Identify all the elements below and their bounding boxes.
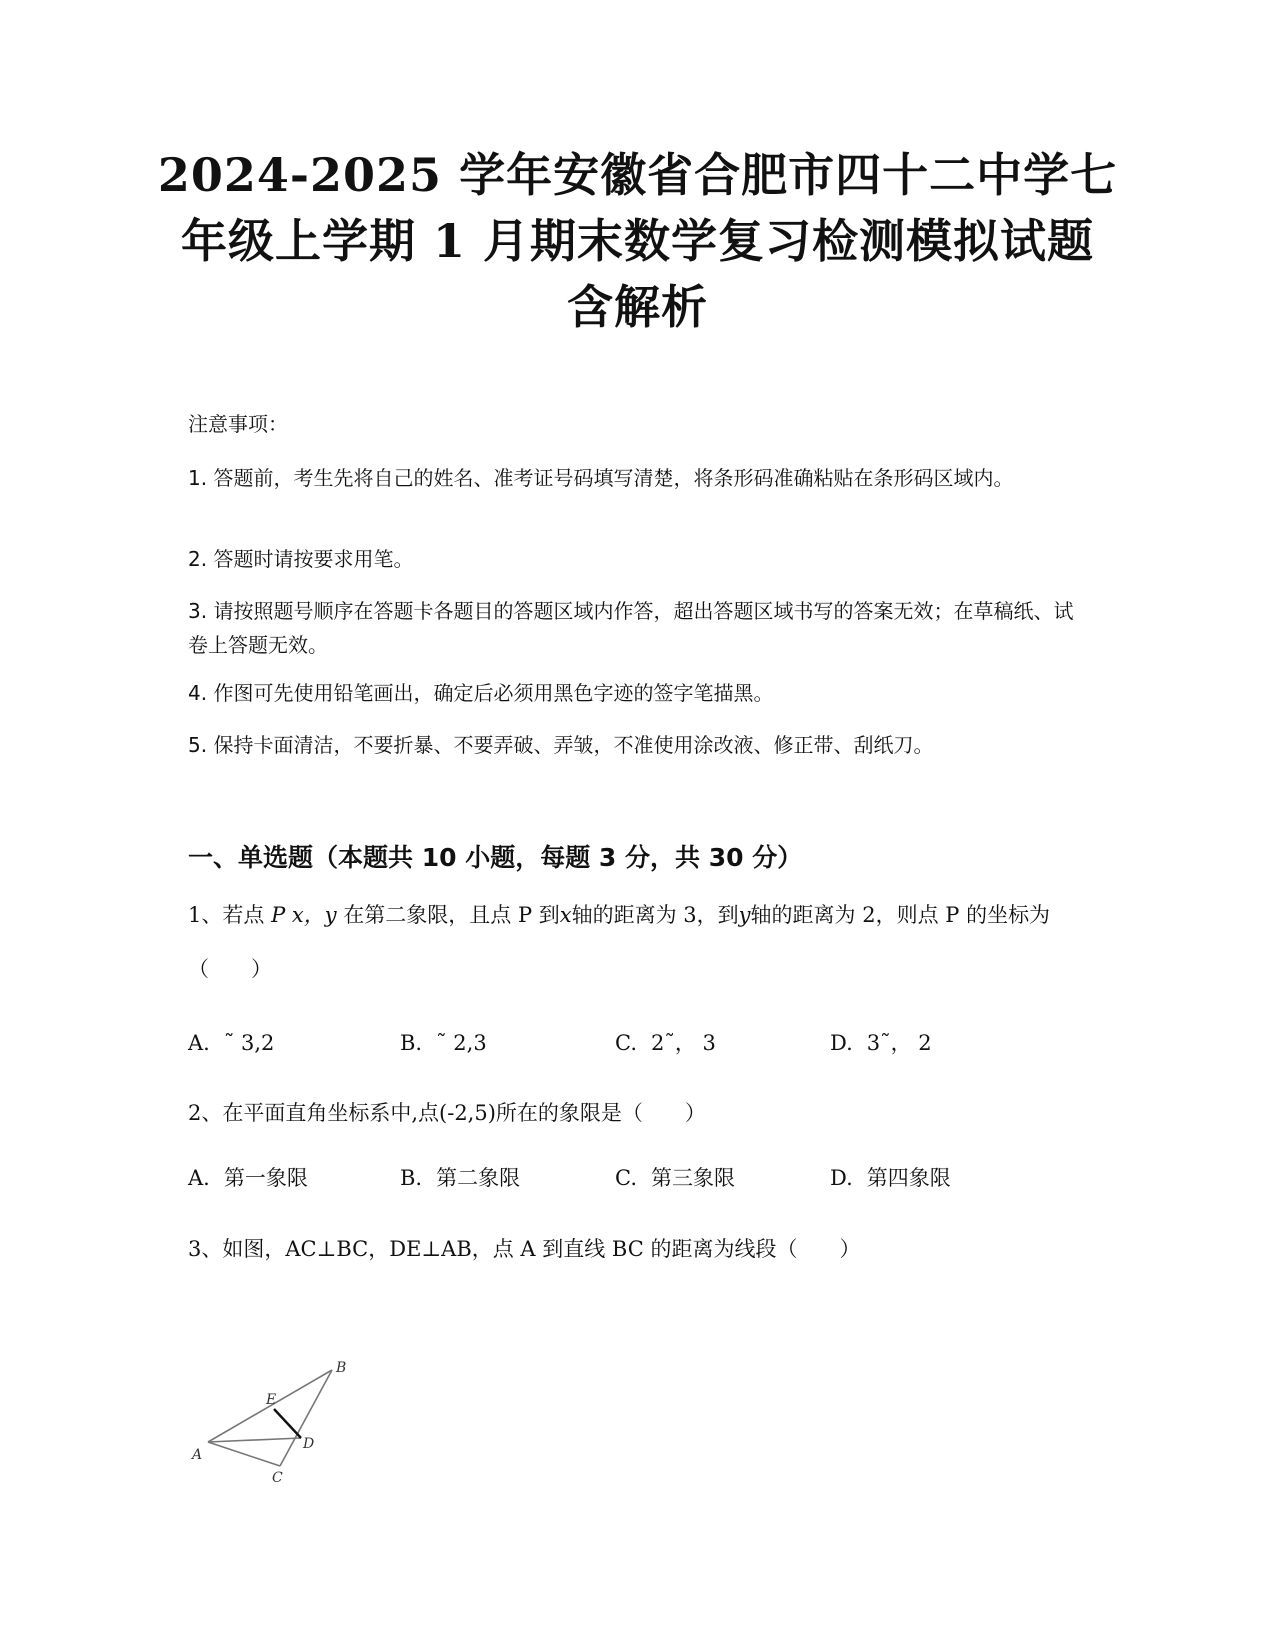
label-a: A bbox=[192, 1447, 203, 1463]
question-1-option-c[interactable] bbox=[615, 1028, 716, 1058]
option-label: B. bbox=[400, 1166, 423, 1190]
question-1-coordinates-symbol: x，y bbox=[291, 903, 337, 927]
question-2-text: 2、在平面直角坐标系中,点(-2,5)所在的象限是（ ） bbox=[188, 1101, 706, 1125]
option-label: B. bbox=[400, 1031, 423, 1055]
question-1-text-part-a: 1、若点 bbox=[188, 903, 265, 927]
notice-heading: 注意事项： bbox=[188, 412, 288, 436]
option-label: D. bbox=[830, 1031, 853, 1055]
triangle-figure bbox=[188, 1358, 358, 1483]
question-1-text-part-b: 在第二象限，且点 P 到 bbox=[343, 903, 560, 927]
question-2-option-c[interactable] bbox=[615, 1163, 735, 1193]
question-1-point-symbol: P bbox=[271, 903, 286, 927]
notice-item-1: 1. 答题前，考生先将自己的姓名、准考证号码填写清楚，将条形码准确粘贴在条形码区域内。 bbox=[188, 466, 1014, 490]
question-3-text: 3、如图，AC⊥BC，DE⊥AB，点 A 到直线 BC 的距离为线段（ ） bbox=[188, 1237, 861, 1261]
notice-item-2: 2. 答题时请按要求用笔。 bbox=[188, 547, 414, 571]
segment-de bbox=[274, 1409, 301, 1438]
option-value: ˜ 3,2 bbox=[223, 1031, 275, 1055]
label-d: D bbox=[303, 1436, 315, 1452]
option-value: 3˜， 2 bbox=[866, 1031, 932, 1055]
option-value: 第二象限 bbox=[436, 1166, 521, 1190]
option-label: D. bbox=[830, 1166, 853, 1190]
question-1-text-part-c: 轴的距离为 3，到 bbox=[571, 903, 739, 927]
segment-ad bbox=[208, 1438, 301, 1442]
option-label: C. bbox=[615, 1166, 637, 1190]
question-1-option-b[interactable] bbox=[400, 1028, 487, 1058]
label-c: C bbox=[272, 1470, 283, 1483]
label-e: E bbox=[266, 1392, 277, 1408]
question-2-option-b[interactable] bbox=[400, 1163, 520, 1193]
question-2-option-a[interactable] bbox=[188, 1163, 308, 1193]
notice-item-3: 3. 请按照题号顺序在答题卡各题目的答题区域内作答，超出答题区域书写的答案无效；在草稿纸、试卷上答题无效。 bbox=[188, 599, 1074, 657]
option-label: A. bbox=[188, 1166, 210, 1190]
notice-item-4: 4. 作图可先使用铅笔画出，确定后必须用黑色字迹的签字笔描黑。 bbox=[188, 681, 774, 705]
option-value: 第四象限 bbox=[866, 1166, 951, 1190]
question-1-text bbox=[188, 888, 1088, 996]
question-2-option-d[interactable] bbox=[830, 1163, 951, 1193]
option-value: ˜ 2,3 bbox=[436, 1031, 487, 1055]
document-title-line-1: 2024-2025 学年安徽省合肥市四十二中学七 bbox=[157, 148, 1118, 202]
section-heading: 一、单选题（本题共 10 小题，每题 3 分，共 30 分） bbox=[188, 843, 803, 872]
document-title-line-2: 年级上学期 1 月期末数学复习检测模拟试题 bbox=[180, 214, 1095, 268]
option-value: 第三象限 bbox=[651, 1166, 735, 1190]
label-b: B bbox=[336, 1360, 347, 1376]
document-title-line-3: 含解析 bbox=[567, 280, 708, 334]
question-1-option-d[interactable] bbox=[830, 1028, 932, 1058]
question-1-text-part-d: 轴的距离为 2，则点 P 的坐标为（ ） bbox=[188, 903, 1051, 981]
option-label: A. bbox=[188, 1031, 210, 1055]
question-1-y-axis-symbol: y bbox=[738, 903, 751, 927]
notice-item-5: 5. 保持卡面清洁，不要折暴、不要弄破、弄皱，不准使用涂改液、修正带、刮纸刀。 bbox=[188, 733, 934, 757]
segment-ca bbox=[208, 1442, 280, 1466]
option-label: C. bbox=[615, 1031, 637, 1055]
question-1-option-a[interactable] bbox=[188, 1028, 274, 1058]
question-1-x-axis-symbol: x bbox=[559, 903, 572, 927]
option-value: 2˜， 3 bbox=[651, 1031, 716, 1055]
option-value: 第一象限 bbox=[223, 1166, 308, 1190]
